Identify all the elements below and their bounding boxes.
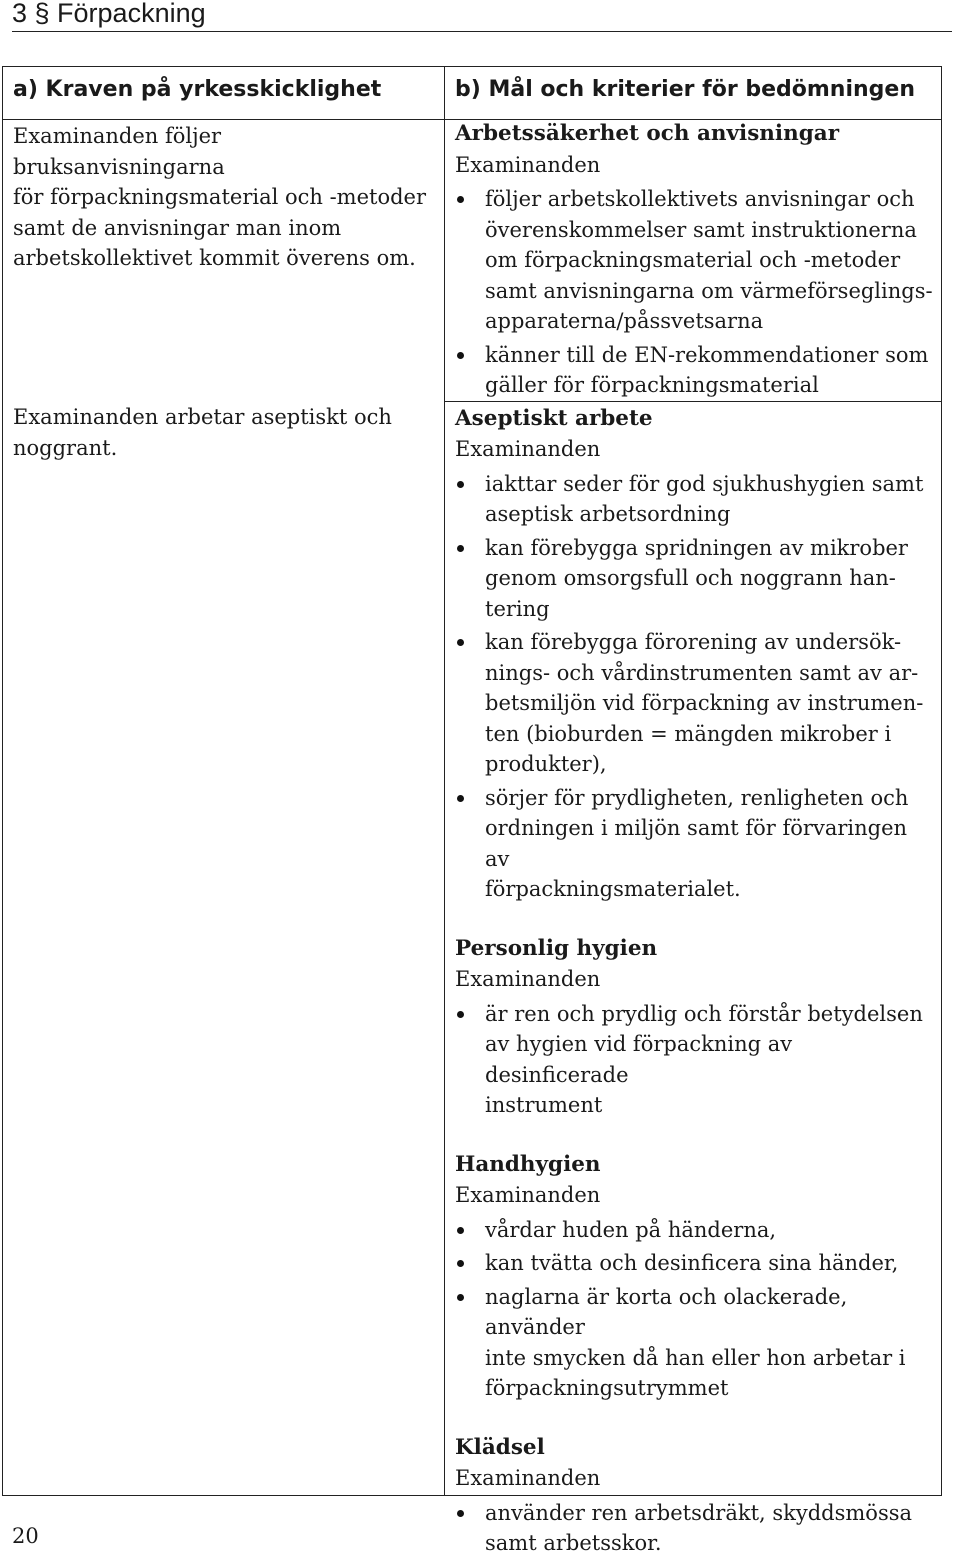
list-item-line: följer arbetskollektivets anvisningar och xyxy=(485,187,915,211)
section-label: Examinanden xyxy=(455,1183,601,1207)
list-item xyxy=(455,999,935,1121)
list-item-line: instrument xyxy=(485,1093,603,1117)
bullet-icon xyxy=(457,1510,464,1517)
list-item-line: samt anvisningarna om värmeförseglings- xyxy=(485,278,933,303)
left-paragraph-2-line: Examinanden arbetar aseptiskt och xyxy=(13,405,392,429)
list-item-line: använder ren arbetsdräkt, skyddsmössa xyxy=(485,1500,913,1525)
bullet-list xyxy=(455,469,935,905)
left-paragraph-1-line: Examinanden följer bruksanvisningarna xyxy=(13,124,225,179)
list-item-line: samt arbetsskor. xyxy=(485,1531,662,1555)
bullet-list xyxy=(455,184,935,401)
bullet-icon xyxy=(457,639,464,646)
section-gap xyxy=(455,1124,935,1150)
list-item xyxy=(455,1282,935,1404)
list-item-line: naglarna är korta och olackerade, använder xyxy=(485,1284,848,1339)
list-item-line: ten (bioburden = mängden mikrober i xyxy=(485,721,892,746)
page-number: 20 xyxy=(12,1524,39,1548)
list-item xyxy=(455,184,935,337)
list-item xyxy=(455,1498,935,1559)
bullet-list xyxy=(455,999,935,1121)
list-item-line: inte smycken då han eller hon arbetar i xyxy=(485,1345,906,1370)
section-title: Aseptiskt arbete xyxy=(455,405,653,431)
list-item-line: kan förebygga förorening av undersök- xyxy=(485,630,902,654)
list-item-line: aseptisk arbetsordning xyxy=(485,502,731,526)
left-paragraph-1-line: för förpackningsmaterial och -metoder xyxy=(13,185,427,209)
section-label: Examinanden xyxy=(455,1466,601,1490)
list-item-line: nings- och vårdinstrumenten samt av ar- xyxy=(485,660,919,685)
section-title: Klädsel xyxy=(455,1434,545,1460)
section-gap xyxy=(455,1407,935,1433)
list-item-line: tering xyxy=(485,596,550,621)
bullet-list xyxy=(455,1498,935,1559)
bullet-list xyxy=(455,1215,935,1404)
criteria-sections xyxy=(455,119,935,1562)
bullet-icon xyxy=(457,1011,464,1018)
list-item-line: betsmiljön vid förpackning av instrumen- xyxy=(485,691,924,715)
list-item-line: förpackningsutrymmet xyxy=(485,1376,729,1400)
column-divider xyxy=(444,67,445,1495)
list-item-line: iakttar seder för god sjukhushygien samt xyxy=(485,471,924,496)
list-item xyxy=(455,533,935,625)
list-item-line: produkter), xyxy=(485,752,607,776)
list-item xyxy=(455,783,935,905)
list-item-line: sörjer för prydligheten, renligheten och xyxy=(485,785,909,810)
list-item xyxy=(455,1215,935,1246)
section-label: Examinanden xyxy=(455,152,601,177)
list-item-line: vårdar huden på händerna, xyxy=(485,1217,777,1242)
left-paragraph-2-line: noggrant. xyxy=(13,435,118,460)
list-item-line: ordningen i miljön samt för förvaringen av xyxy=(485,816,908,871)
column-a-header: a) Kraven på yrkesskicklighet xyxy=(13,77,382,102)
left-paragraph-1-line: samt de anvisningar man inom xyxy=(13,215,342,240)
section-label: Examinanden xyxy=(455,967,601,991)
section-title: Personlig hygien xyxy=(455,935,658,961)
list-item-line: känner till de EN-rekommendationer som xyxy=(485,342,929,367)
bullet-icon xyxy=(457,1227,464,1234)
section-label: Examinanden xyxy=(455,437,601,461)
list-item-line: förpackningsmaterialet. xyxy=(485,877,741,901)
bullet-icon xyxy=(457,1260,464,1267)
list-item-line: kan tvätta och desinficera sina händer, xyxy=(485,1251,899,1275)
left-paragraph-1 xyxy=(13,121,438,274)
bullet-icon xyxy=(457,196,464,203)
list-item-line: av hygien vid förpackning av desinficerade xyxy=(485,1032,793,1087)
list-item-line: genom omsorgsfull och noggrann han- xyxy=(485,566,896,590)
bullet-icon xyxy=(457,481,464,488)
page-title: 3 § Förpackning xyxy=(12,0,952,32)
list-item-line: är ren och prydlig och förstår betydelsen xyxy=(485,1001,923,1026)
list-item-line: kan förebygga spridningen av mikrober xyxy=(485,535,908,560)
bullet-icon xyxy=(457,352,464,359)
list-item-line: om förpackningsmaterial och -metoder xyxy=(485,248,901,272)
list-item xyxy=(455,340,935,401)
bullet-icon xyxy=(457,795,464,802)
list-item xyxy=(455,627,935,780)
list-item xyxy=(455,1248,935,1279)
list-item-line: överenskommelser samt instruktionerna xyxy=(485,217,917,242)
list-item-line: gäller för förpackningsmaterial xyxy=(485,373,819,397)
left-paragraph-2 xyxy=(13,402,438,463)
section-title: Arbetssäkerhet och anvisningar xyxy=(455,121,840,146)
bullet-icon xyxy=(457,545,464,552)
section-gap xyxy=(455,908,935,934)
section-title: Handhygien xyxy=(455,1151,601,1177)
list-item-line: apparaterna/påssvetsarna xyxy=(485,309,764,333)
left-paragraph-1-line: arbetskollektivet kommit överens om. xyxy=(13,246,416,270)
column-b-header: b) Mål och kriterier för bedömningen xyxy=(455,77,916,102)
bullet-icon xyxy=(457,1294,464,1301)
list-item xyxy=(455,469,935,530)
